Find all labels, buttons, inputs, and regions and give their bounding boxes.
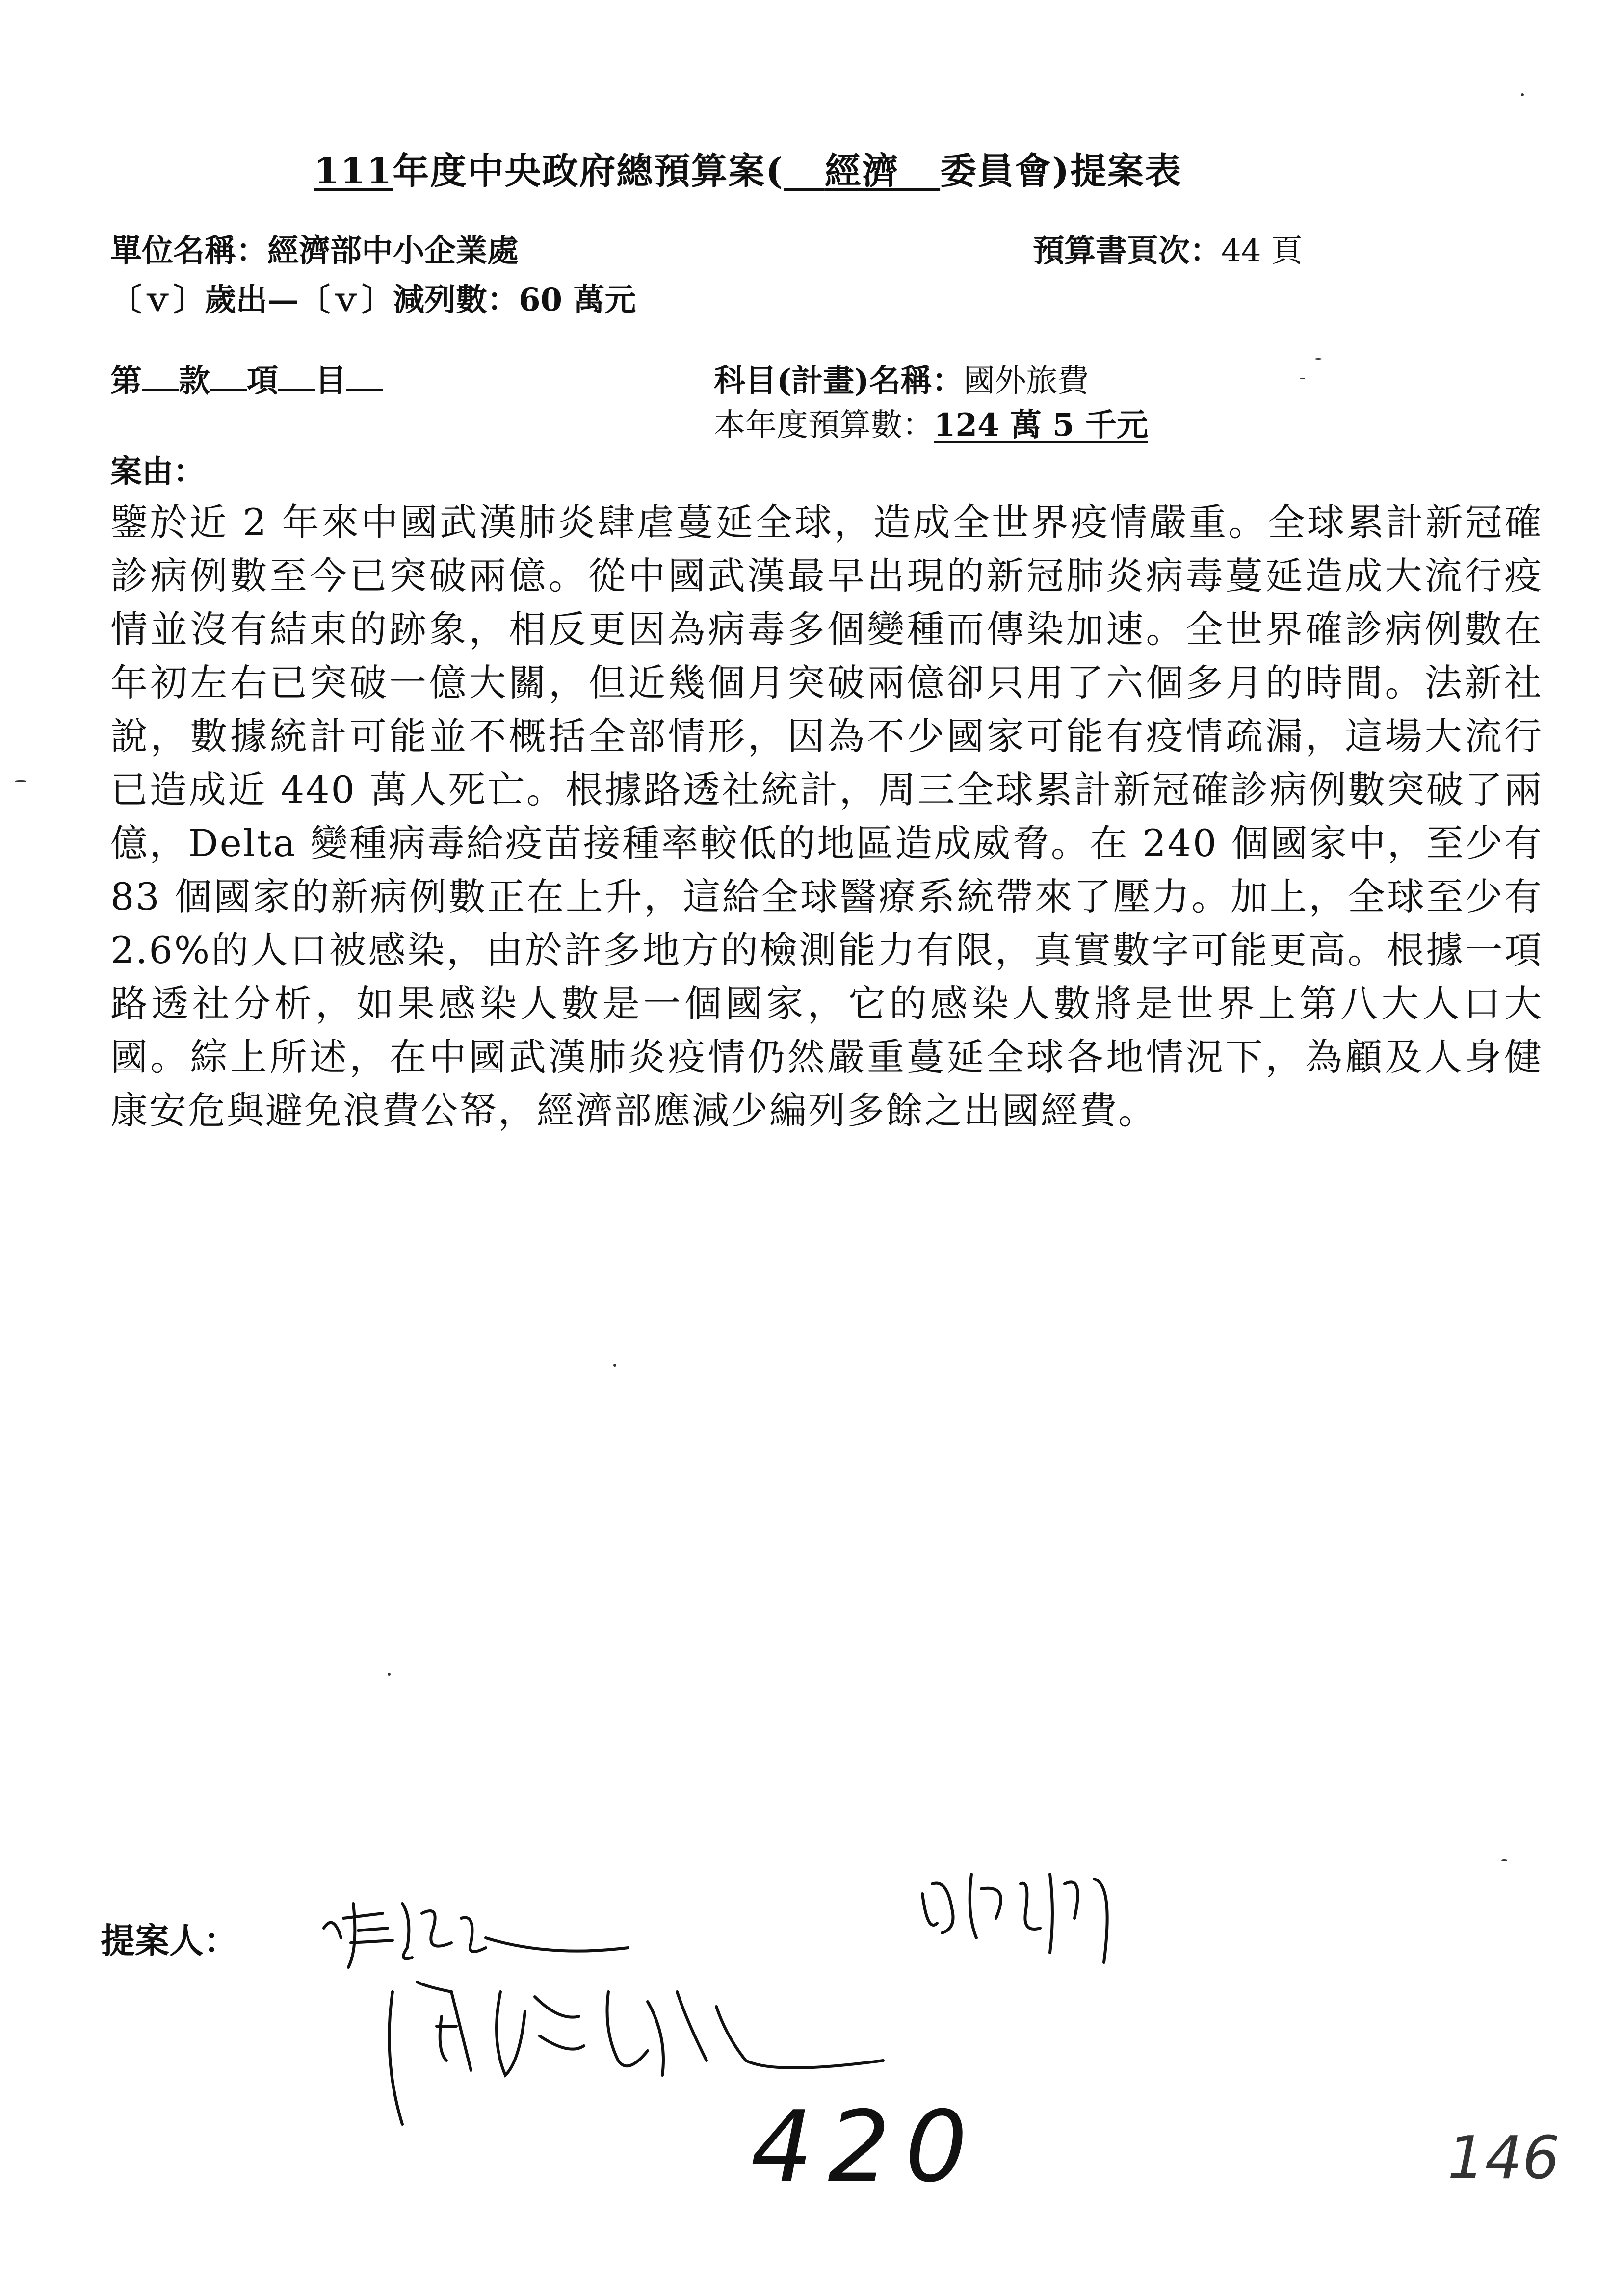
scan-speck <box>1501 1859 1507 1861</box>
scan-speck <box>613 1364 616 1367</box>
budget-page: 預算書頁次：44 頁 <box>1033 233 1303 269</box>
handwritten-number: 420 <box>751 2090 982 2204</box>
proposer-label: 提案人： <box>101 1920 238 1961</box>
title-part1: 年度中央政府總預算案( <box>393 150 784 192</box>
reason-text: 鑒於近 2 年來中國武漢肺炎肆虐蔓延全球，造成全世界疫情嚴重。全球累計新冠確診病例數至今已突破兩億。從中國武漢最早出現的新冠肺炎病毒蔓延造成大流行疫情並沒有結束的跡象，相反更因為病毒多個變種而傳染加速。全世界確診病例數在年初左右已突破一億大關，但近幾個月突破兩億卻只用了六個多月的時間。法新社說，數據統計可能並不概括全部情形，因為不少國家可能有疫情疏漏，這場大流行已造成近 440 萬人死亡。根據路透社統計，周三全球累計新冠確診病例數突破了兩億，Delta 變種病毒給疫苗接種率較低的地區造成威脅。在 240 個國家中，至少有 83 個國家的新病例數正在上升，這給全球醫療系統帶來了壓力。加上，全球至少有 2.6%的人口被感染，由於許多地方的檢測能力有限，真實數字可能更高。根據一項路透社分析，如果感染人數是一個國家，它的感染人數將是世界上第八大人口大國。綜上所述，在中國武漢肺炎疫情仍然嚴重蔓延全球各地情況下，為顧及人身健康安危與避免浪費公帑，經濟部應減少編列多餘之出國經費。 <box>110 500 1543 1132</box>
annual-budget: 本年度預算數：124 萬 5 千元 <box>714 407 1148 444</box>
unit-name: 單位名稱：經濟部中小企業處 <box>110 233 519 269</box>
title-part2: 委員會)提案表 <box>940 150 1182 192</box>
reduction-amount: 〔ｖ〕歲出—〔ｖ〕減列數：60 萬元 <box>110 282 636 318</box>
classification: 第 款 項 目 <box>110 356 383 401</box>
reason-label: 案由： <box>110 453 205 490</box>
subject-name: 科目(計畫)名稱：國外旅費 <box>714 363 1089 399</box>
title-committee: 經濟 <box>824 150 899 192</box>
scan-speck <box>388 1673 391 1676</box>
handwritten-page-number: 146 <box>1447 2124 1560 2192</box>
scan-speck <box>15 780 26 782</box>
scan-speck <box>1521 93 1524 96</box>
page-title <box>314 142 1182 194</box>
scan-speck <box>1300 378 1305 379</box>
signature-2 <box>908 1854 1143 1984</box>
title-year: 111 <box>314 150 393 192</box>
scan-speck <box>1315 358 1322 360</box>
